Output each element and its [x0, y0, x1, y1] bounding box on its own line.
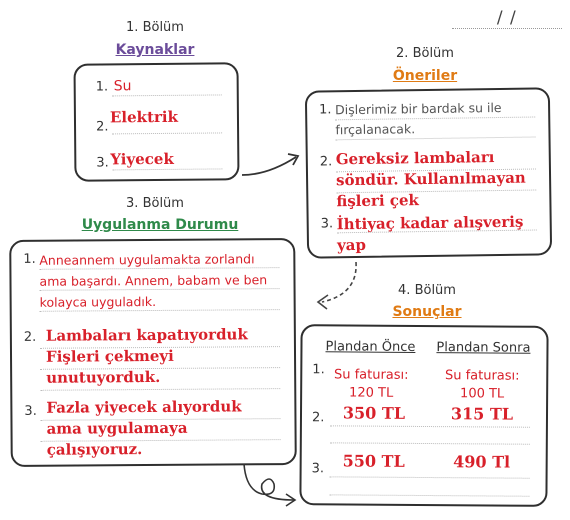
s4-after-1: Su faturası: 100 TL: [444, 368, 520, 402]
s4-num-3: 3.: [311, 461, 325, 477]
s4-after-3: 490 Tl: [453, 452, 511, 472]
s4-line-3: [330, 476, 530, 478]
s1-line-3: [112, 168, 222, 170]
section1-box: [73, 62, 239, 181]
s3-num-2: 2.: [23, 329, 37, 345]
section2-title: 2. Bölüm: [396, 46, 454, 61]
s1-num-3: 3.: [96, 155, 109, 171]
section1-heading: Kaynaklar: [115, 42, 195, 58]
section4-heading: Sonuçlar: [392, 304, 462, 320]
section3-heading: Uygulanma Durumu: [81, 217, 239, 233]
col-after-header: Plandan Sonra: [436, 340, 531, 356]
section1-title: 1. Bölüm: [126, 20, 184, 35]
arrow-1-to-2: [238, 145, 308, 185]
s1-num-2: 2.: [95, 119, 109, 135]
s3-num-3: 3.: [24, 403, 37, 419]
s4-line-4: [329, 494, 529, 496]
section2-heading: Öneriler: [392, 68, 458, 84]
date-field: / /: [452, 8, 562, 28]
s3-num-1: 1.: [23, 251, 36, 267]
s1-item-1: Su: [113, 78, 132, 95]
arrow-2-to-4: [300, 258, 370, 318]
section4-box: [299, 324, 548, 507]
s4-line-1: [330, 425, 530, 427]
section3-title: 3. Bölüm: [126, 196, 184, 211]
s4-before-3: 550 TL: [342, 451, 405, 471]
s2-item-1: Dişlerimiz bir bardak su ile fırçalanacak.: [335, 99, 502, 138]
s1-item-2: Elektrik: [109, 107, 179, 127]
s1-item-3: Yiyecek: [110, 149, 174, 169]
section4-title: 4. Bölüm: [398, 283, 456, 298]
s2-num-1: 1.: [319, 102, 332, 118]
s3-item-1: Anneannem uygulamakta zorlandı ama başardı. Annem, babam ve ben kolayca uyguladık.: [39, 251, 268, 310]
s4-before-2: 350 TL: [342, 403, 406, 423]
s4-line-2: [330, 442, 530, 444]
s2-num-2: 2.: [319, 154, 333, 170]
s3-item-2: Lambaları kapatıyorduk Fişleri çekmeyi unutuyorduk.: [45, 325, 248, 387]
s1-line-2: [112, 132, 222, 134]
s4-num-1: 1.: [312, 362, 325, 378]
s4-num-2: 2.: [311, 410, 325, 426]
s2-item-3: İhtiyaç kadar alışveriş yap: [336, 212, 524, 255]
s4-after-2: 315 TL: [450, 404, 514, 424]
s2-item-2: Gereksiz lambaları söndür. Kullanılmayan fişleri çek: [335, 148, 526, 211]
section2-box: [305, 87, 552, 258]
s4-before-1: Su faturası: 120 TL: [333, 367, 409, 401]
col-before-header: Plandan Önce: [325, 339, 416, 355]
section3-box: [9, 238, 297, 467]
s1-num-1: 1.: [95, 79, 109, 95]
s3-item-3: Fazla yiyecek alıyorduk ama uygulamaya çalışıyoruz.: [46, 397, 242, 459]
s1-line-1: [112, 94, 222, 96]
arrow-3-to-4: [236, 460, 306, 516]
s2-num-3: 3.: [320, 216, 334, 232]
